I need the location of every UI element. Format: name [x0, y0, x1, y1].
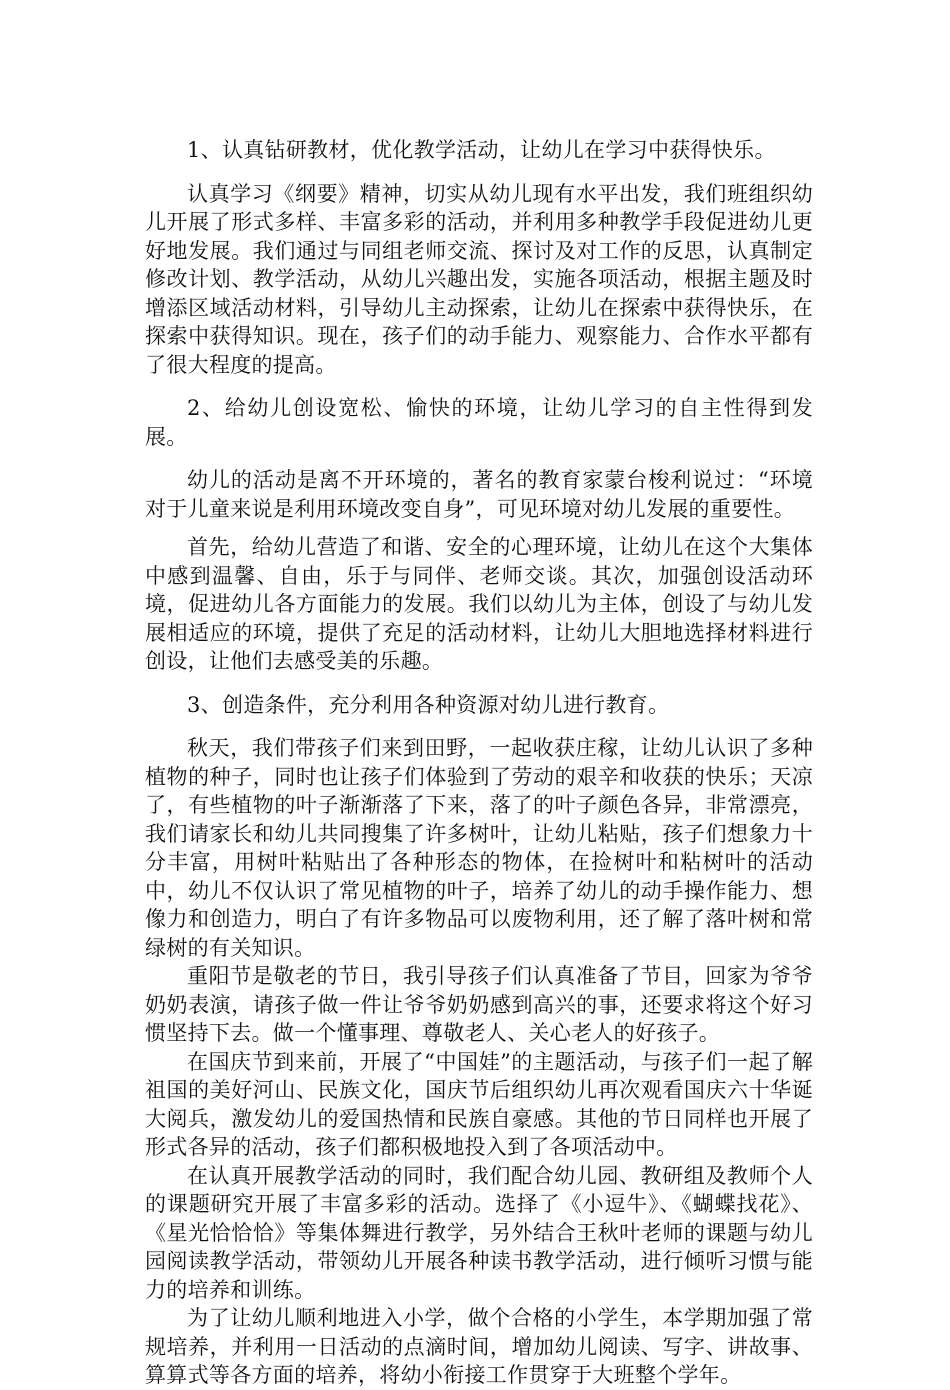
- document-body: [145, 136, 813, 1390]
- section-heading-3: 3、创造条件，充分利用各种资源对幼儿进行教育。: [187, 692, 670, 717]
- body-paragraph: 秋天，我们带孩子们来到田野，一起收获庄稼，让幼儿认识了多种植物的种子，同时也让孩子们体验到了劳动的艰辛和收获的快乐；天凉了，有些植物的叶子渐渐落了下来，落了的叶子颜色各异，非常漂亮，我们请家长和幼儿共同搜集了许多树叶，让幼儿粘贴，孩子们想象力十分丰富，用树叶粘贴出了各种形态的物体，在捡树叶和粘树叶的活动中，幼儿不仅认识了常见植物的叶子，培养了幼儿的动手操作能力、想像力和创造力，明白了有许多物品可以废物利用，还了解了落叶树和常绿树的有关知识。: [145, 736, 813, 960]
- body-paragraph: 认真学习《纲要》精神，切实从幼儿现有水平出发，我们班组织幼儿开展了形式多样、丰富多彩的活动，并利用多种教学手段促进幼儿更好地发展。我们通过与同组老师交流、探讨及对工作的反思，认真制定修改计划、教学活动，从幼儿兴趣出发，实施各项活动，根据主题及时增添区域活动材料，引导幼儿主动探索，让幼儿在探索中获得快乐，在探索中获得知识。现在，孩子们的动手能力、观察能力、合作水平都有了很大程度的提高。: [145, 181, 813, 377]
- body-paragraph: 在认真开展教学活动的同时，我们配合幼儿园、教研组及教师个人的课题研究开展了丰富多彩的活动。选择了《小逗牛》、《蝴蝶找花》、《星光恰恰恰》等集体舞进行教学，另外结合王秋叶老师的课题与幼儿园阅读教学活动，带领幼儿开展各种读书教学活动，进行倾听习惯与能力的培养和训练。: [145, 1163, 813, 1302]
- body-paragraph: 首先，给幼儿营造了和谐、安全的心理环境，让幼儿在这个大集体中感到温馨、自由，乐于与同伴、老师交谈。其次，加强创设活动环境，促进幼儿各方面能力的发展。我们以幼儿为主体，创设了与幼儿发展相适应的环境，提供了充足的活动材料，让幼儿大胆地选择材料进行创设，让他们去感受美的乐趣。: [145, 535, 813, 673]
- body-paragraph: 为了让幼儿顺利地进入小学，做个合格的小学生，本学期加强了常规培养，并利用一日活动的点滴时间，增加幼儿阅读、写字、讲故事、算算式等各方面的培养，将幼小衔接工作贯穿于大班整个学年。: [145, 1306, 813, 1387]
- body-paragraph: 重阳节是敬老的节日，我引导孩子们认真准备了节目，回家为爷爷奶奶表演，请孩子做一件让爷爷奶奶感到高兴的事，还要求将这个好习惯坚持下去。做一个懂事理、尊敬老人、关心老人的好孩子。: [145, 964, 813, 1045]
- section-heading-2: 2、给幼儿创设宽松、愉快的环境，让幼儿学习的自主性得到发展。: [145, 396, 813, 449]
- body-paragraph: 幼儿的活动是离不开环境的，著名的教育家蒙台梭利说过：“环境对于儿童来说是利用环境改变自身”，可见环境对幼儿发展的重要性。: [145, 468, 813, 521]
- body-paragraph: 在国庆节到来前，开展了“中国娃”的主题活动，与孩子们一起了解祖国的美好河山、民族文化，国庆节后组织幼儿再次观看国庆六十华诞大阅兵，激发幼儿的爱国热情和民族自豪感。其他的节日同样也开展了形式各异的活动，孩子们都积极地投入到了各项活动中。: [145, 1049, 813, 1159]
- section-heading-1: 1、认真钻研教材，优化教学活动，让幼儿在学习中获得快乐。: [187, 138, 776, 162]
